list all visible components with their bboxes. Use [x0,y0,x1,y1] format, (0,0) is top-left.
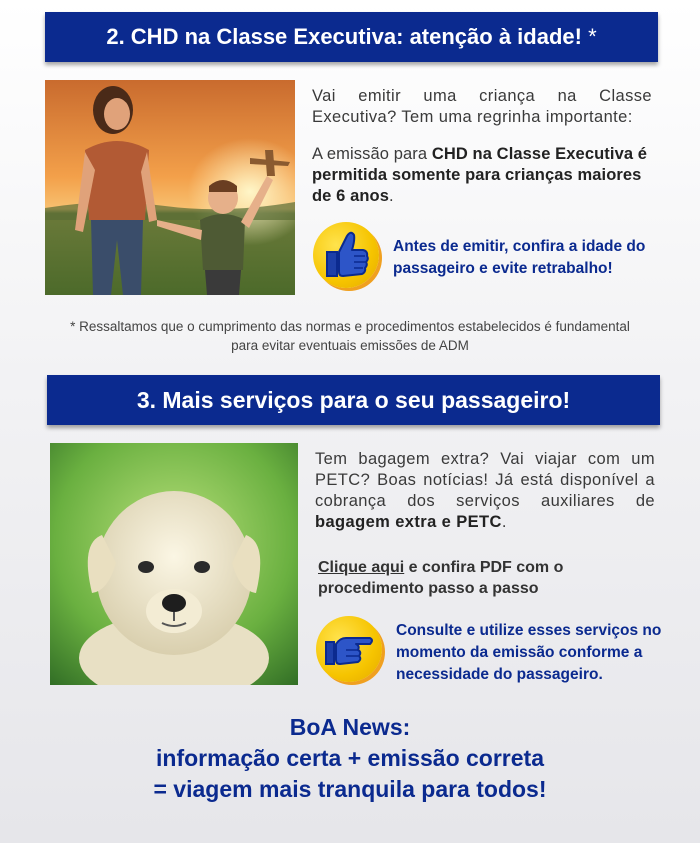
section-3-link-suffix: e confira PDF com o procedimento passo a passo [318,559,564,597]
section-3-title: 3. Mais serviços para o seu passageiro! [136,387,571,413]
pointing-hand-icon [316,616,382,682]
section-3-intro-prefix: Tem bagagem extra? Vai viajar com um PETC? Boas notícias! Já está disponível a cobrança dos serviços auxiliares de [315,450,655,510]
section-2-intro: Vai emitir uma criança na Classe Executiva? Tem uma regrinha importante: [312,87,652,126]
section-2-rule-bold: CHD na Classe Executiva é permitida somente para crianças maiores de 6 anos [312,145,648,205]
section-2-tip: Antes de emitir, confira a idade do passageiro e evite retrabalho! [393,238,646,277]
section-2-title-asterisk: * [581,24,597,49]
closing-line-1: BoA News: [289,714,411,740]
thumbs-up-badge [313,222,379,288]
section-3-link-paragraph [318,557,638,599]
puppy-photo [50,443,298,685]
click-here-link[interactable]: Clique aqui [318,559,405,576]
mother-child-photo [45,80,295,295]
section-2-rule-suffix: . [389,187,394,205]
section-2-rule [312,144,657,207]
section-3-banner [47,375,660,425]
section-2-footnote: * Ressaltamos que o cumprimento das normas e procedimentos estabelecidos é fundamental para evitar eventuais emissões de ADM [70,319,630,353]
closing-message [50,712,650,805]
closing-line-3: = viagem mais tranquila para todos! [153,776,547,802]
section-3-tip: Consulte e utilize esses serviços no momento da emissão conforme a necessidade do passageiro. [396,622,662,683]
closing-line-2: informação certa + emissão correta [156,745,544,771]
section-3-intro [315,449,655,533]
section-2-rule-prefix: A emissão para [312,145,432,163]
section-2-banner [45,12,658,62]
thumbs-up-icon [313,222,379,288]
pointing-hand-badge [316,616,382,682]
section-2-title: 2. CHD na Classe Executiva: atenção à idade! [106,24,582,49]
section-3-intro-suffix: . [501,513,507,531]
section-3-intro-bold: bagagem extra e PETC [315,513,502,531]
